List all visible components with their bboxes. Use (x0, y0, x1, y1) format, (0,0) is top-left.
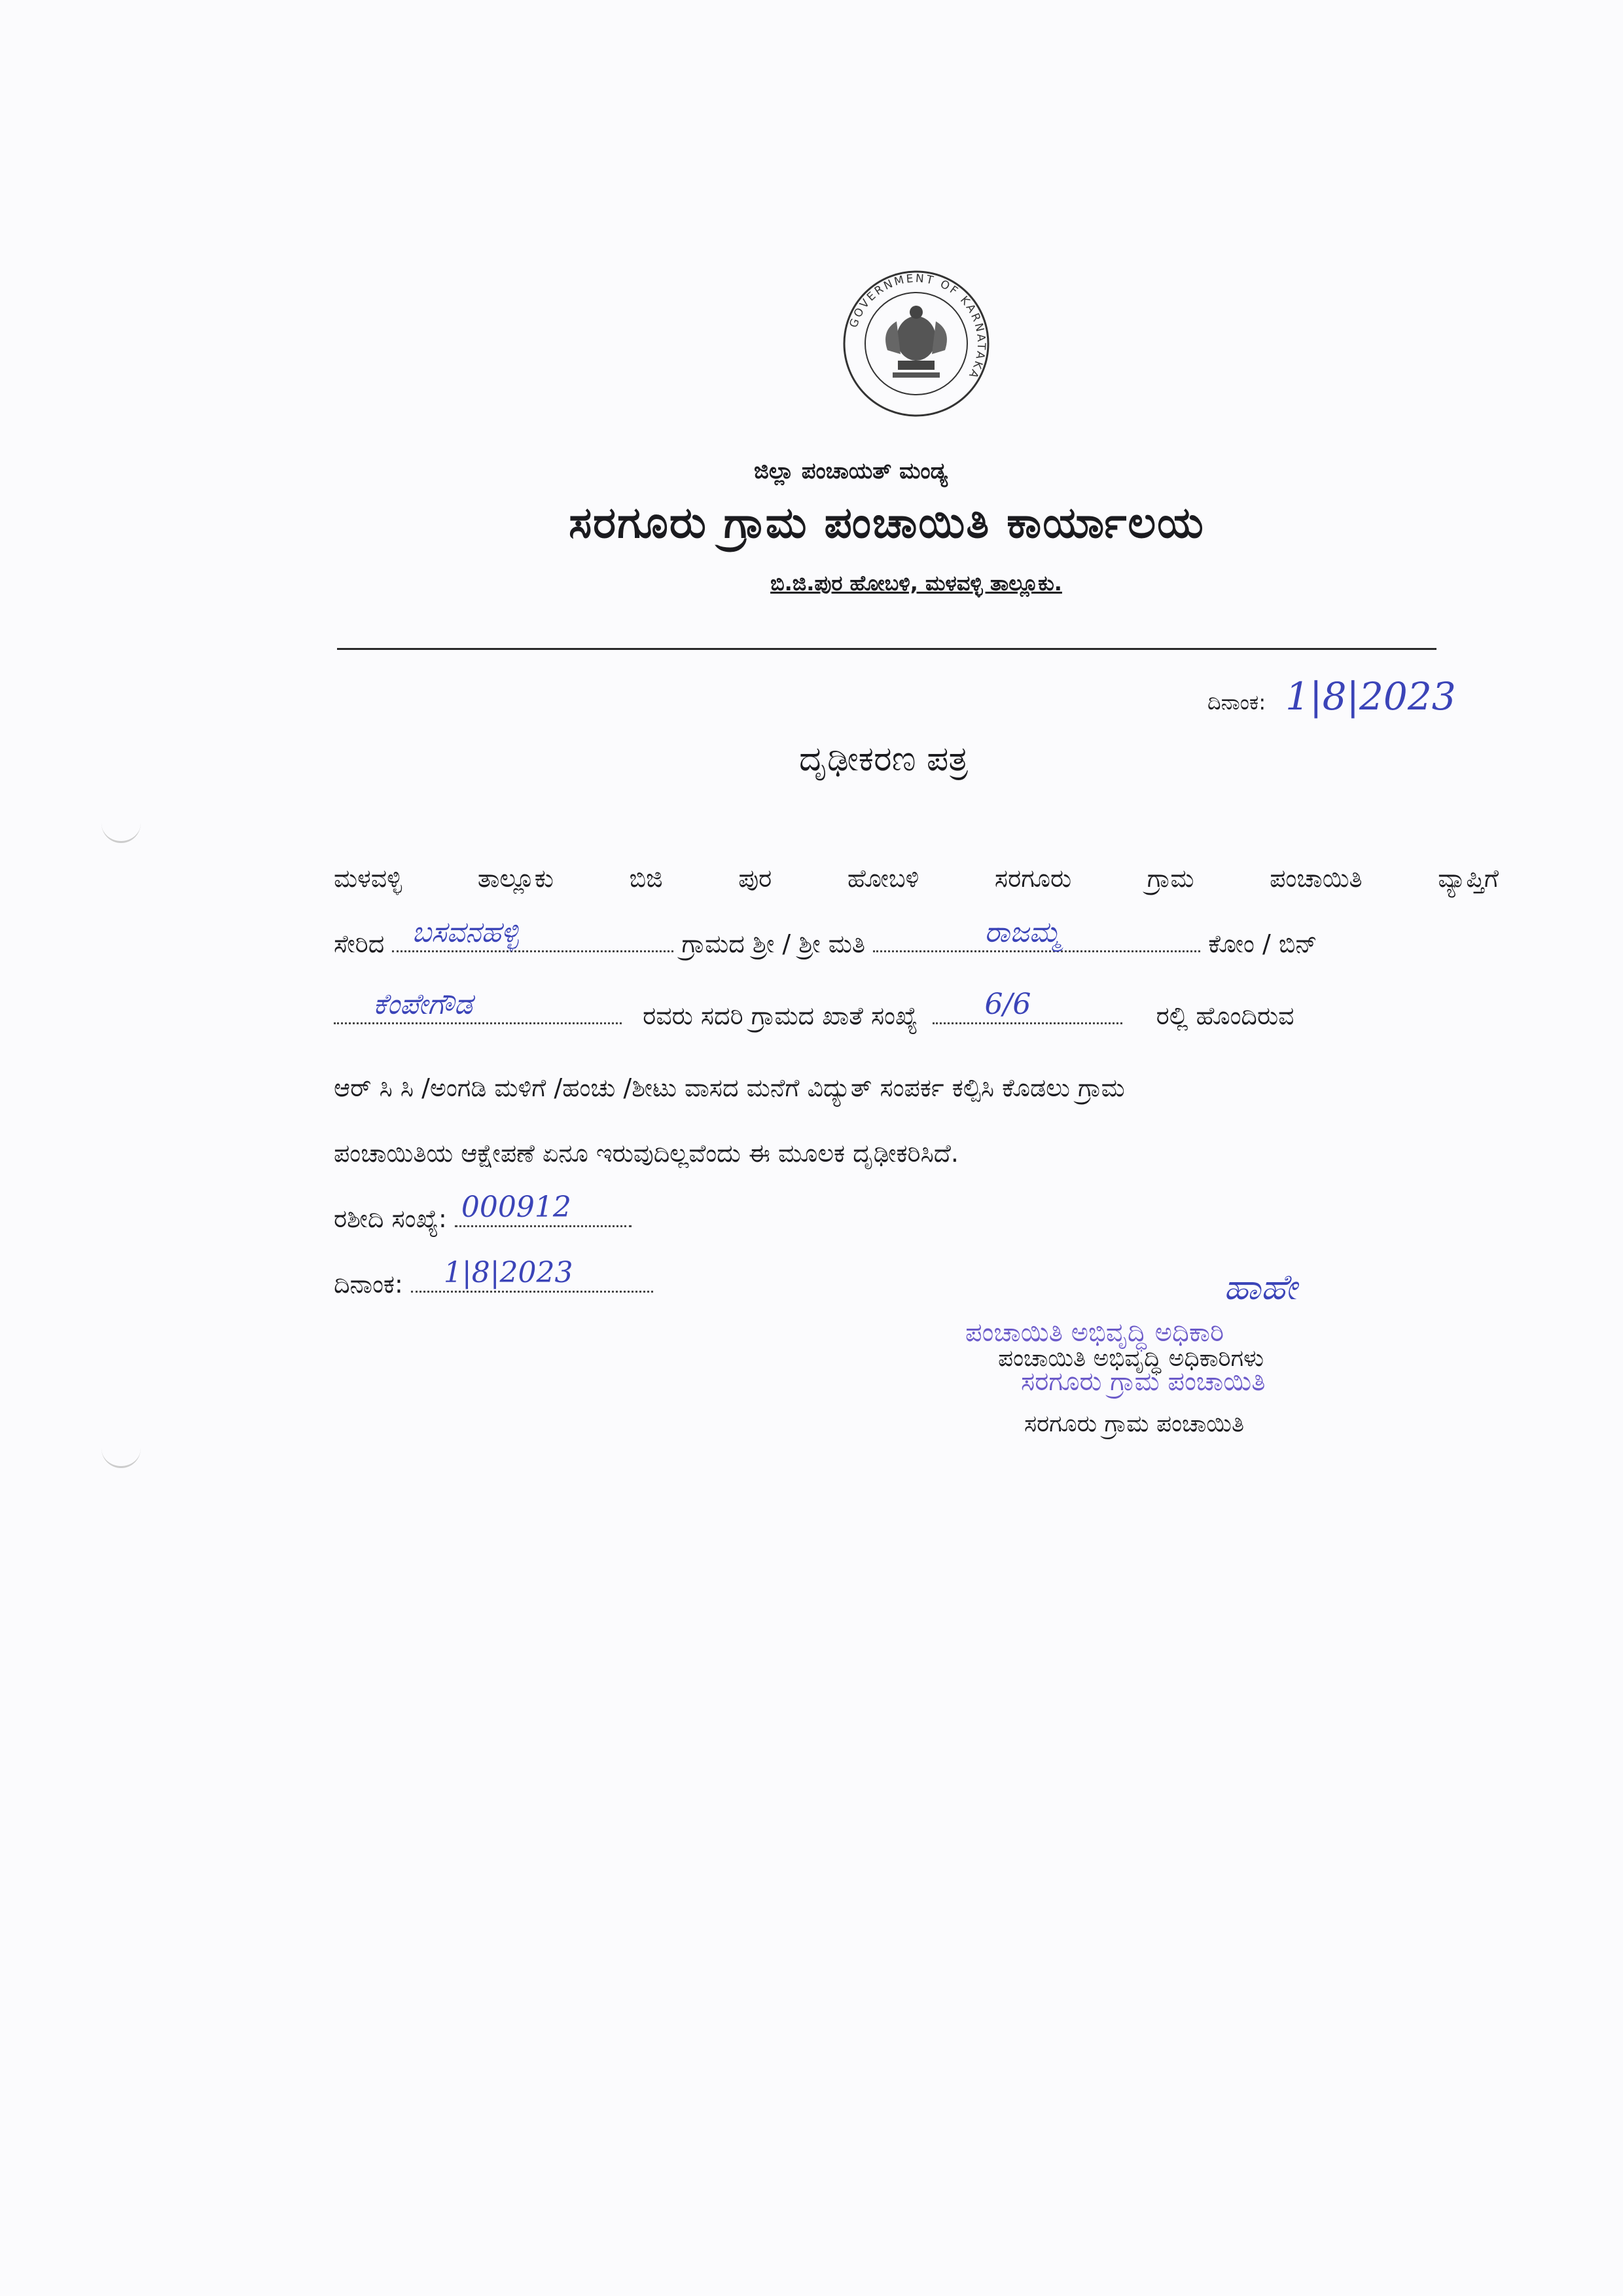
receipt-number-row (334, 1191, 632, 1234)
name-fill-field (873, 916, 1200, 952)
body-line-2 (334, 916, 1499, 959)
body-word: ಬಿಜಿ (629, 864, 663, 893)
body-line-1 (334, 864, 1499, 893)
body-text: ಸೇರಿದ (334, 929, 385, 958)
header-divider (337, 648, 1436, 650)
top-date (1207, 674, 1456, 719)
receipt-date-label: ದಿನಾಂಕ: (334, 1270, 403, 1299)
punch-hole-mark (101, 821, 141, 843)
body-word: ಪುರ (738, 864, 772, 893)
document-title: ದೃಢೀಕರಣ ಪತ್ರ (798, 740, 969, 779)
village-handwritten: ಬಸವನಹಳ್ಳಿ (412, 916, 519, 949)
body-word: ಗ್ರಾಮ (1147, 864, 1194, 893)
stamp-office: ಸರಗೂರು ಗ್ರಾಮ ಪಂಚಾಯಿತಿ (1021, 1367, 1266, 1397)
receipt-number-handwritten: 000912 (461, 1191, 571, 1224)
khata-fill-field (933, 988, 1122, 1024)
body-word: ಸರಗೂರು (994, 864, 1072, 893)
village-fill-field (392, 916, 673, 952)
khata-handwritten: 6/6 (984, 988, 1031, 1021)
father-handwritten: ಕೆಂಪೇಗೌಡ (373, 988, 473, 1021)
body-text: ರಲ್ಲಿ ಹೊಂದಿರುವ (1156, 1001, 1294, 1030)
karnataka-emblem-seal (838, 265, 995, 422)
signatory-office: ಸರಗೂರು ಗ್ರಾಮ ಪಂಚಾಯಿತಿ (1024, 1410, 1245, 1437)
body-word: ಮಳವಳ್ಳಿ (334, 864, 402, 893)
body-line-4: ಆರ್ ಸಿ ಸಿ /ಅಂಗಡಿ ಮಳಿಗೆ /ಹಂಚು /ಶೀಟು ವಾಸದ ಮನೆಗೆ ವಿದ್ಯುತ್ ಸಂಪರ್ಕ ಕಲ್ಪಿಸಿ ಕೊಡಲು ಗ್ರಾಮ (334, 1073, 1125, 1102)
body-word: ಪಂಚಾಯಿತಿ (1270, 864, 1363, 893)
date-label: ದಿನಾಂಕ: (1207, 690, 1266, 715)
body-text: ಗ್ರಾಮದ ಶ್ರೀ / ಶ್ರೀ ಮತಿ (681, 929, 866, 958)
office-heading: ಸರಗೂರು ಗ್ರಾಮ ಪಂಚಾಯಿತಿ ಕಾರ್ಯಾಲಯ (569, 497, 1205, 548)
name-handwritten: ರಾಜಮ್ಮ (984, 916, 1061, 949)
date-value-handwritten: 1|8|2023 (1285, 674, 1456, 719)
body-line-5: ಪಂಚಾಯಿತಿಯ ಆಕ್ಷೇಪಣೆ ಏನೂ ಇರುವುದಿಲ್ಲವೆಂದು ಈ ಮೂಲಕ ದೃಢೀಕರಿಸಿದೆ. (334, 1139, 959, 1168)
body-line-3 (334, 988, 1499, 1031)
receipt-fill-field (455, 1191, 632, 1227)
receipt-date-handwritten: 1|8|2023 (443, 1256, 573, 1289)
punch-hole-mark (101, 1446, 141, 1468)
receipt-date-row (334, 1256, 653, 1299)
district-heading: ಜಿಲ್ಲಾ ಪಂಚಾಯತ್ ಮಂಡ್ಯ (754, 458, 948, 484)
body-text: ಕೋಂ / ಬಿನ್ (1208, 929, 1317, 958)
body-word: ತಾಲ್ಲೂಕು (477, 864, 554, 893)
receipt-label: ರಶೀದಿ ಸಂಖ್ಯೆ: (334, 1204, 447, 1233)
body-word: ಹೋಬಳಿ (847, 864, 919, 893)
body-word: ವ್ಯಾಪ್ತಿಗೆ (1438, 864, 1499, 893)
father-fill-field (334, 988, 622, 1024)
taluk-subheading: ಬಿ.ಜಿ.ಪುರ ಹೋಬಳಿ, ಮಳವಳ್ಳಿ ತಾಲ್ಲೂಕು. (770, 571, 1062, 596)
signatory-title: ಪಂಚಾಯಿತಿ ಅಭಿವೃದ್ಧಿ ಅಧಿಕಾರಿಗಳು (998, 1345, 1264, 1372)
receipt-date-fill-field (411, 1256, 653, 1293)
officer-signature: ಹಾಹೇ (1224, 1266, 1297, 1308)
body-text: ರವರು ಸದರಿ ಗ್ರಾಮದ ಖಾತೆ ಸಂಖ್ಯೆ (643, 1001, 918, 1030)
stamp-designation: ಪಂಚಾಯಿತಿ ಅಭಿವೃದ್ಧಿ ಅಧಿಕಾರಿ (965, 1318, 1224, 1348)
emblem-seal-text: GOVERNMENT OF KARNATAKA (847, 272, 988, 382)
